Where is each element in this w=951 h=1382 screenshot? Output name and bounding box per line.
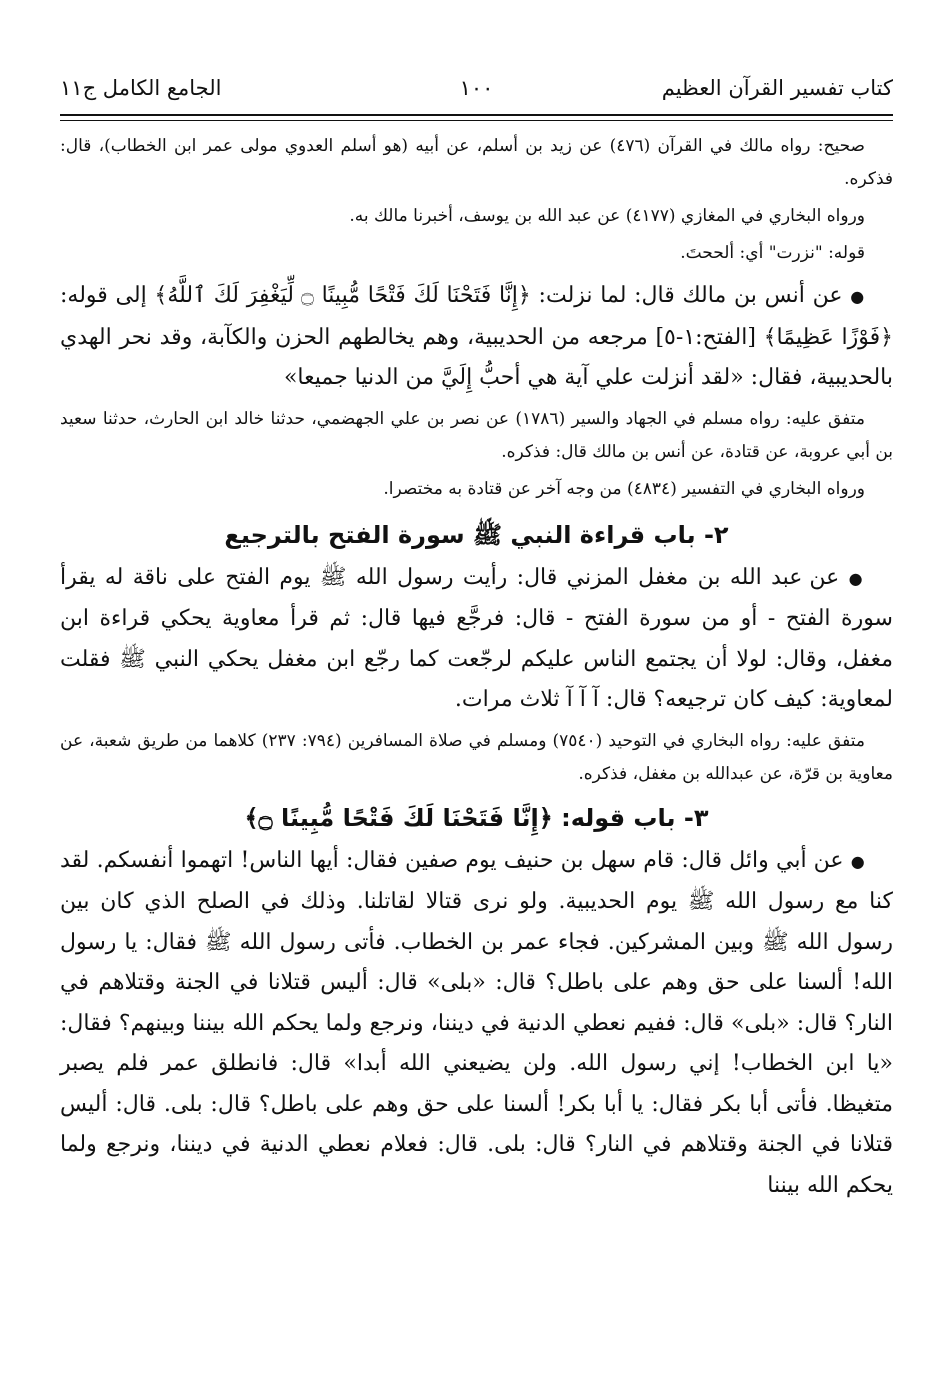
footnote-paragraph: صحيح: رواه مالك في القرآن (٤٧٦) عن زيد بن أسلم، عن أبيه (هو أسلم العدوي مولى عمر ابن الخطاب)، قال: فذكره. <box>60 136 893 189</box>
page-header <box>60 76 893 116</box>
bullet-icon: ● <box>848 568 865 588</box>
volume-label: الجامع الكامل ج١١ <box>60 76 222 100</box>
book-title: كتاب تفسير القرآن العظيم <box>661 76 893 100</box>
footnote-paragraph: متفق عليه: رواه مسلم في الجهاد والسير (١٧٨٦) عن نصر بن علي الجهضمي، حدثنا خالد ابن الحارث، حدثنا سعيد بن أبي عروبة، عن قتادة، عن أنس بن مالك قال: فذكره. <box>60 408 893 462</box>
footnote-paragraph: ورواه البخاري في المغازي (٤١٧٧) عن عبد الله بن يوسف، أخبرنا مالك به. <box>349 206 865 226</box>
hadith-paragraph <box>60 276 893 399</box>
hadith-text: عن عبد الله بن مغفل المزني قال: رأيت رسول الله ﷺ يوم الفتح على ناقة له يقرأ سورة الفتح - أو من سورة الفتح - قال: فرجَّع فيها قال: ثم قرأ معاوية يحكي قراءة ابن مغفل، وقال: لولا أن يجتمع الناس عليكم لرجّعت كما رجّع ابن مغفل يحكي النبي ﷺ فقلت لمعاوية: كيف كان ترجيعه؟ قال: آ آ آ ثلاث مرات. <box>60 564 893 712</box>
page <box>60 0 893 1382</box>
bullet-icon: ● <box>850 287 865 306</box>
hadith-text: عن أبي وائل قال: قام سهل بن حنيف يوم صفين فقال: أيها الناس! اتهموا أنفسكم. لقد كنا مع رسول الله ﷺ يوم الحديبية. ولو نرى قتالا لقاتلنا. وذلك في الصلح الذي كان بين رسول الله ﷺ وبين المشركين. فجاء عمر بن الخطاب. فأتى رسول الله ﷺ فقال: يا رسول الله! ألسنا على حق وهم على باطل؟ قال: «بلى» قال: أليس قتلانا في الجنة وقتلاهم في النار؟ قال: «بلى» قال: ففيم نعطي الدنية في ديننا، ونرجع ولما يحكم الله بيننا وبينهم؟ فقال: «يا ابن الخطاب! إني رسول الله. ولن يضيعني الله أبدا» قال: فانطلق عمر فلم يصبر متغيظا. فأتى أبا بكر فقال: يا أبا بكر! ألسنا على حق وهم على باطل؟ قال: بلى. قال: أليس قتلانا في الجنة وقتلاهم في النار؟ قال: بلى. قال: فعلام نعطي الدنية في ديننا، ونرجع ولما يحكم الله بيننا <box>60 847 893 1198</box>
hadith-paragraph <box>60 558 893 721</box>
section-heading: ٣- باب قوله: ﴿إِنَّا فَتَحْنَا لَكَ فَتْحًا مُّبِينًا ۝﴾ <box>244 803 709 832</box>
hadith-text: عن أنس بن مالك قال: لما نزلت: ﴿إِنَّا فَتَحْنَا لَكَ فَتْحًا مُّبِينًا ۝ لِّيَغْفِرَ لَكَ ٱللَّهُ﴾ إلى قوله: ﴿فَوْزًا عَظِيمًا﴾ [الفتح:١-٥] مرجعه من الحديبية، وهم يخالطهم الحزن والكآبة، وقد نحر الهدي بالحديبية، فقال: «لقد أنزلت علي آية هي أحبُّ إِلَيَّ من الدنيا جميعا» <box>60 283 893 390</box>
page-number: ١٠٠ <box>459 76 494 100</box>
footnote-paragraph: قوله: "نزرت" أي: ألححتَ. <box>680 243 865 263</box>
bullet-icon: ● <box>850 851 865 871</box>
hadith-paragraph <box>60 841 893 1207</box>
footnote-paragraph: متفق عليه: رواه البخاري في التوحيد (٧٥٤٠) ومسلم في صلاة المسافرين (٧٩٤: ٢٣٧) كلاهما من طريق شعبة، عن معاوية بن قرّة، عن عبدالله بن مغفل، فذكره. <box>60 730 893 784</box>
header-rule-thick <box>60 114 893 116</box>
page-body <box>60 130 893 1206</box>
footnote-paragraph: ورواه البخاري في التفسير (٤٨٣٤) من وجه آخر عن قتادة به مختصرا. <box>383 478 865 499</box>
section-heading: ٢- باب قراءة النبي ﷺ سورة الفتح بالترجيع <box>224 520 729 549</box>
header-rule-thin <box>60 120 893 121</box>
